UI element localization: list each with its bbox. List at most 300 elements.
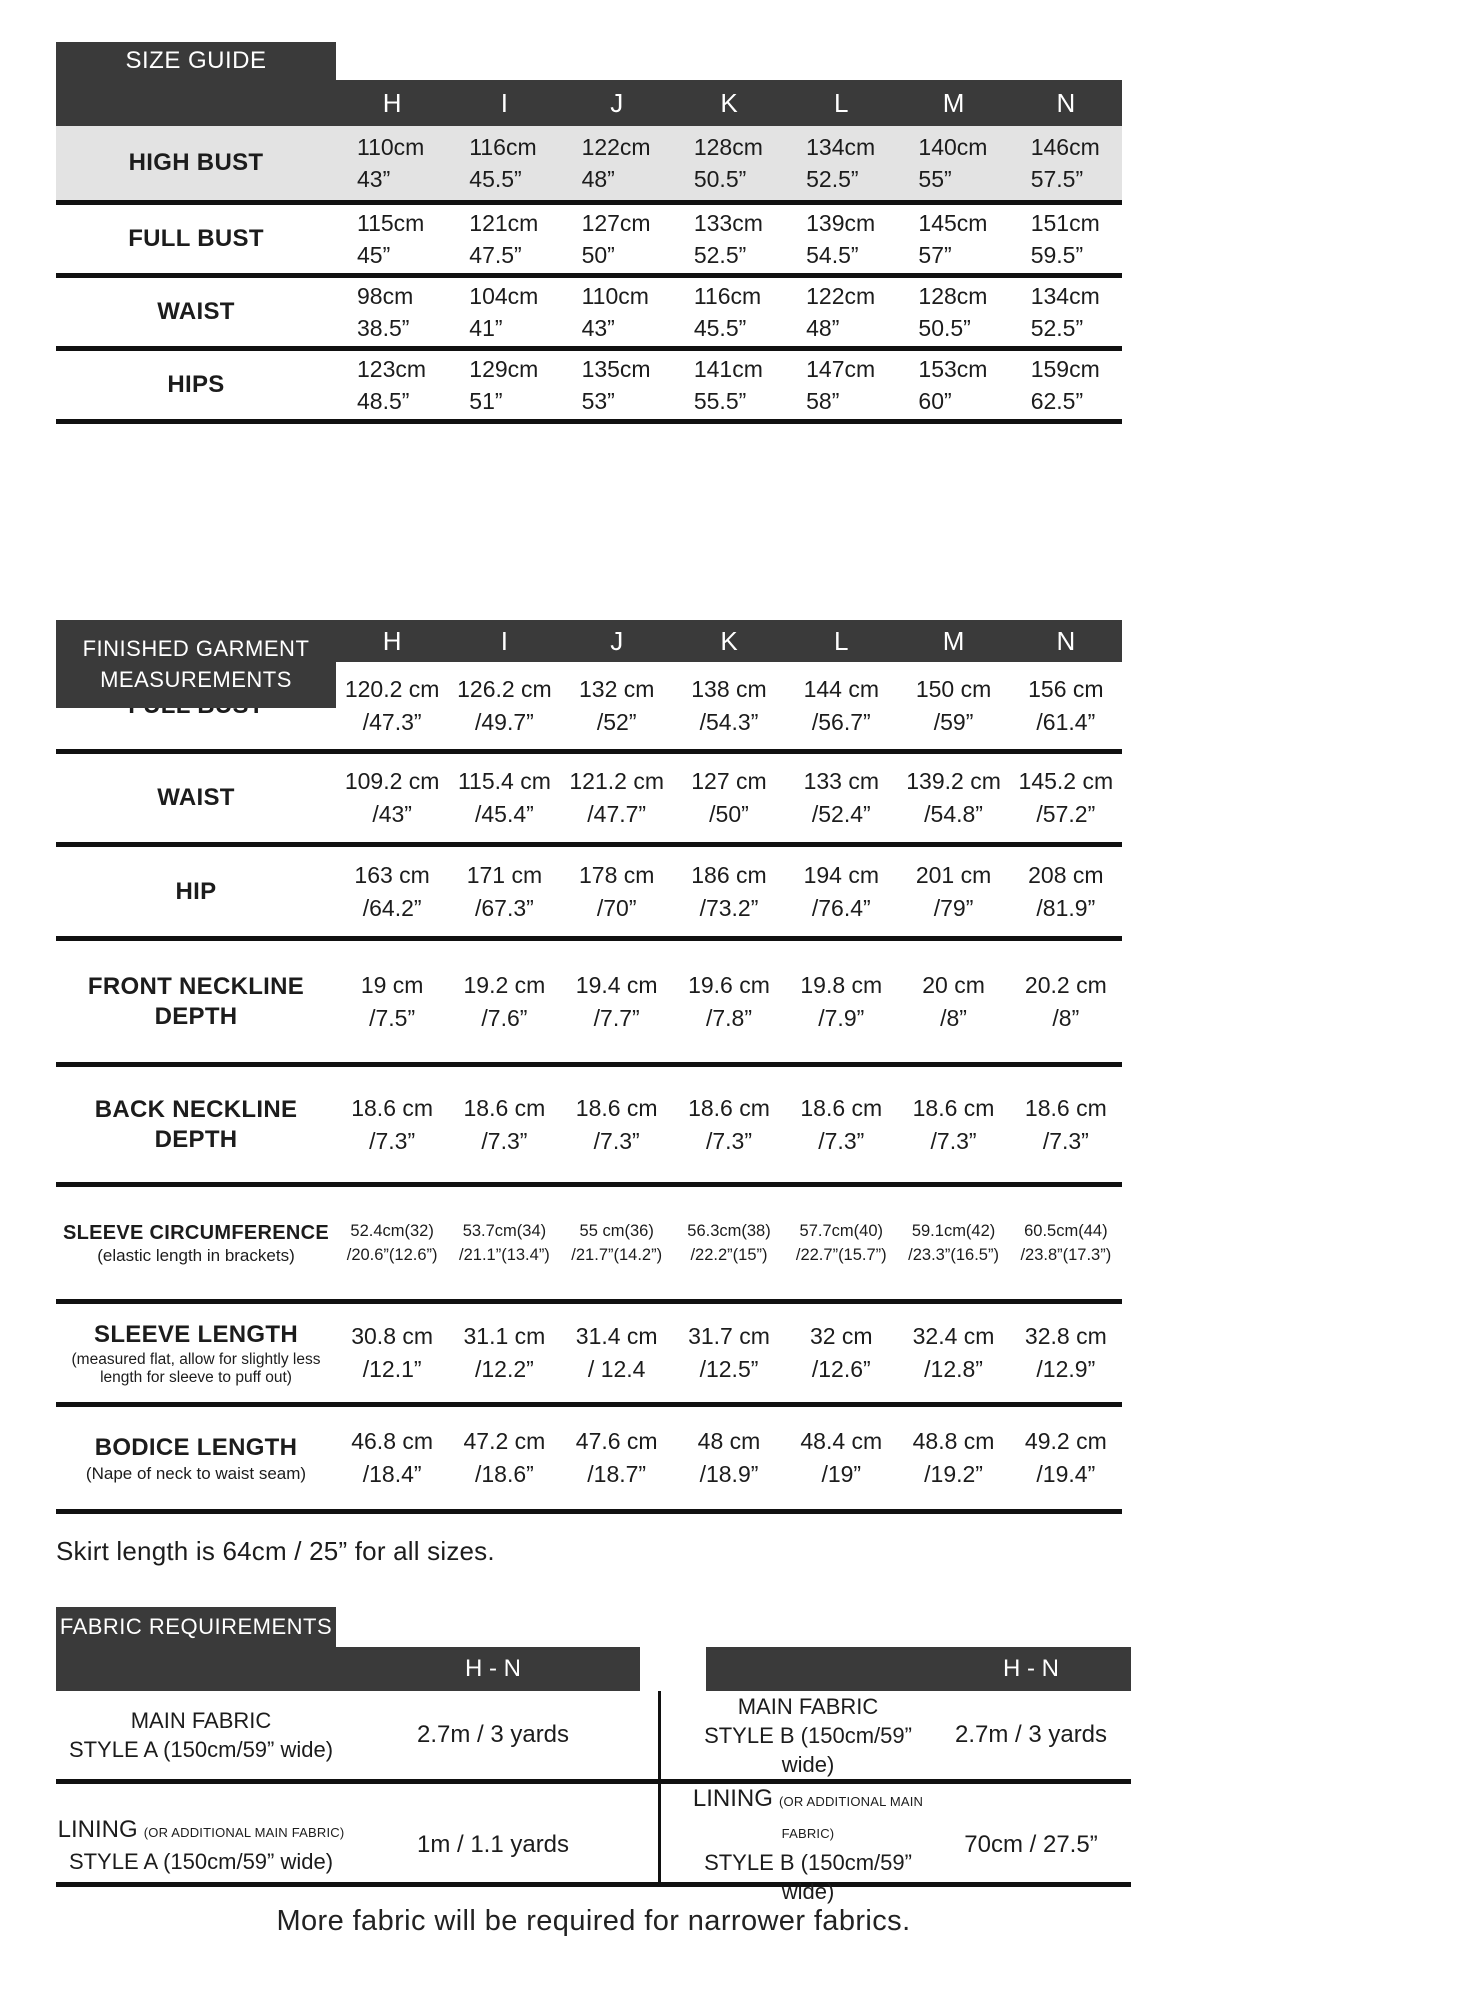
value-cm: 129cm: [469, 356, 539, 382]
row-label: FULL BUST: [128, 225, 264, 252]
value-in: 43”: [581, 315, 615, 341]
measurement-cell: [561, 662, 673, 749]
fabric-requirements-title: FABRIC REQUIREMENTS: [59, 1614, 333, 1639]
row-label: HIGH BUST: [128, 149, 264, 176]
value-in: /19”: [821, 1461, 862, 1487]
value-in: /18.9”: [699, 1461, 759, 1487]
measurement-cell: [1010, 847, 1122, 936]
value-in: 52.5”: [693, 242, 747, 268]
row-label: [56, 1187, 336, 1299]
measurement-cell: [448, 1187, 560, 1299]
measurement-cell: [897, 1407, 1009, 1509]
value-in: /76.4”: [811, 894, 871, 921]
value-in: 57.5”: [1030, 166, 1084, 192]
value-cm: 122cm: [806, 283, 876, 309]
value-in: /12.1”: [362, 1356, 422, 1382]
value-in: /70”: [596, 894, 637, 921]
measurement-cell: [336, 1304, 448, 1402]
size-column-header: M: [942, 87, 965, 118]
value-cm: 151cm: [1030, 210, 1100, 236]
finished-garment-title-line1: FINISHED GARMENT: [82, 636, 310, 661]
measurement-cell: [785, 351, 897, 419]
measurement-cell: [1010, 941, 1122, 1062]
row-cells: [336, 662, 1122, 749]
measurement-cell: [673, 941, 785, 1062]
measurement-cell: [561, 126, 673, 200]
row-waist: [56, 278, 1122, 351]
size-column-header: M: [942, 625, 965, 656]
value-cm: 18.6 cm: [912, 1094, 995, 1121]
value-cm: 135cm: [581, 356, 651, 382]
fabric-header-gap: [640, 1647, 706, 1691]
value-in: /45.4”: [475, 801, 534, 827]
measurement-cell: [561, 941, 673, 1062]
value-cm: 52.4cm(32): [350, 1222, 434, 1240]
measurement-cell: [785, 126, 897, 200]
finished-garment-tab: [56, 620, 336, 708]
value-in: /57.2”: [1036, 801, 1096, 827]
value-cm: 178 cm: [578, 861, 655, 888]
measurement-cell: [448, 1067, 560, 1182]
value-in: 62.5”: [1030, 388, 1084, 414]
measurement-cell: [673, 278, 785, 346]
value-cm: 147cm: [806, 356, 876, 382]
measurement-cell: [561, 351, 673, 419]
size-guide-header-row: [56, 80, 1122, 126]
value-in: /67.3”: [475, 894, 534, 921]
value-cm: 127 cm: [691, 768, 767, 794]
value-in: /7.3”: [818, 1127, 865, 1154]
skirt-length-note: Skirt length is 64cm / 25” for all sizes.: [56, 1536, 495, 1566]
value-in: 60”: [918, 388, 952, 414]
value-cm: 133 cm: [803, 768, 879, 794]
value-in: 53”: [581, 388, 615, 414]
value-in: /19.4”: [1036, 1461, 1096, 1487]
fabric-label-line2: STYLE B (150cm/59” wide): [704, 1722, 912, 1777]
value-in: 48”: [581, 166, 615, 192]
measurement-cell: [785, 941, 897, 1062]
row-label: HIPS: [167, 371, 225, 398]
value-in: /12.8”: [924, 1356, 983, 1382]
value-in: 45.5”: [693, 315, 747, 341]
row-label-main: BODICE LENGTH: [94, 1433, 298, 1461]
size-guide-columns: [336, 80, 1122, 126]
value-cm: 19 cm: [360, 971, 424, 998]
value-in: 50”: [581, 242, 615, 268]
value-cm: 120.2 cm: [344, 675, 440, 702]
fabric-label-line2: STYLE B (150cm/59” wide): [704, 1850, 912, 1904]
value-in: /7.9”: [818, 1004, 865, 1031]
value-in: /7.7”: [593, 1004, 640, 1031]
row-label: [56, 1304, 336, 1402]
value-cm: 31.4 cm: [575, 1323, 658, 1349]
value-cm: 48.8 cm: [912, 1428, 995, 1454]
value-in: /22.2”(15”): [690, 1246, 768, 1264]
measurement-cell: [785, 278, 897, 346]
value-in: /7.6”: [481, 1004, 528, 1031]
value-cm: 128cm: [918, 283, 988, 309]
value-in: /12.9”: [1036, 1356, 1096, 1382]
value-cm: 18.6 cm: [800, 1094, 883, 1121]
value-in: /7.8”: [705, 1004, 752, 1031]
measurement-cell: [897, 126, 1009, 200]
value-cm: 56.3cm(38): [687, 1222, 771, 1240]
value-in: /7.3”: [369, 1127, 416, 1154]
value-in: 48.5”: [357, 388, 410, 414]
measurement-cell: [448, 1407, 560, 1509]
size-column-header: L: [834, 87, 849, 118]
value-in: /54.3”: [699, 708, 759, 735]
value-cm: 201 cm: [915, 861, 992, 888]
value-cm: 163 cm: [354, 861, 430, 888]
measurement-cell: [448, 847, 560, 936]
value-cm: 115.4 cm: [457, 768, 551, 794]
measurement-cell: [673, 351, 785, 419]
value-cm: 134cm: [806, 134, 876, 160]
value-in: /56.7”: [811, 708, 871, 735]
value-cm: 126.2 cm: [457, 675, 552, 702]
measurement-cell: [561, 205, 673, 273]
finished-garment-columns: [336, 620, 1122, 662]
size-guide-tab: [56, 42, 336, 80]
row-back-neckline-depth: [56, 1067, 1122, 1187]
row-label: [56, 1407, 336, 1509]
value-cm: 18.6 cm: [1024, 1094, 1107, 1121]
row-front-neckline-depth: [56, 941, 1122, 1067]
measurement-cell: [336, 126, 448, 200]
value-in: 55.5”: [693, 388, 747, 414]
lining-b-label: [685, 1784, 931, 1906]
value-in: /73.2”: [699, 894, 759, 921]
value-cm: 139cm: [806, 210, 876, 236]
value-in: /12.6”: [811, 1356, 871, 1382]
fabric-label-line1: MAIN FABRIC: [130, 1708, 272, 1733]
row-fg-hip: [56, 847, 1122, 941]
value-cm: 18.6 cm: [351, 1094, 434, 1121]
measurement-cell: [1010, 1067, 1122, 1182]
value-in: /47.7”: [587, 801, 647, 827]
row-label-note: (measured flat, allow for slightly less length for sleeve to puff out): [71, 1350, 321, 1386]
value-in: 55”: [918, 166, 952, 192]
measurement-cell: [448, 126, 560, 200]
value-cm: 19.2 cm: [463, 971, 546, 998]
value-in: /12.5”: [699, 1356, 759, 1382]
measurement-cell: [336, 278, 448, 346]
value-cm: 32 cm: [809, 1323, 873, 1349]
measurement-cell: [336, 662, 448, 749]
value-cm: 19.4 cm: [575, 971, 658, 998]
fabric-size-range-right: H - N: [1003, 1655, 1059, 1682]
measurement-cell: [336, 1407, 448, 1509]
value-cm: 19.6 cm: [688, 971, 770, 998]
measurement-cell: [897, 1067, 1009, 1182]
value-cm: 32.8 cm: [1024, 1323, 1107, 1349]
value-cm: 153cm: [918, 356, 988, 382]
header-label-spacer: [56, 80, 336, 126]
value-in: /61.4”: [1036, 708, 1096, 735]
value-in: 43”: [357, 166, 391, 192]
value-in: /7.3”: [930, 1127, 977, 1154]
value-cm: 20 cm: [922, 971, 985, 998]
value-in: /7.3”: [481, 1127, 528, 1154]
measurement-cell: [897, 351, 1009, 419]
measurement-cell: [561, 278, 673, 346]
value-in: /12.2”: [475, 1356, 534, 1382]
value-in: /81.9”: [1036, 894, 1096, 921]
measurement-cell: [1010, 205, 1122, 273]
measurement-cell: [1010, 1187, 1122, 1299]
row-cells: [336, 754, 1122, 842]
row-cells: [336, 1407, 1122, 1509]
value-cm: 133cm: [693, 210, 763, 236]
narrower-fabrics-note: More fabric will be required for narrower fabrics.: [276, 1905, 911, 1937]
lining-a-value: 1m / 1.1 yards: [416, 1831, 570, 1858]
fabric-label-line1: MAIN FABRIC: [737, 1693, 879, 1719]
measurement-cell: [897, 941, 1009, 1062]
value-cm: 110cm: [357, 134, 425, 160]
row-cells: [336, 941, 1122, 1062]
row-sleeve-circumference: [56, 1187, 1122, 1304]
value-cm: 123cm: [357, 356, 427, 382]
value-in: /54.8”: [924, 801, 983, 827]
value-in: 47.5”: [469, 242, 522, 268]
value-cm: 128cm: [693, 134, 763, 160]
lining-word: LINING: [692, 1785, 773, 1812]
row-cells: [336, 278, 1122, 346]
size-column-header: J: [610, 625, 624, 656]
row-hips: [56, 351, 1122, 424]
value-cm: 31.7 cm: [688, 1323, 770, 1349]
size-column-header: I: [500, 625, 509, 656]
value-in: /7.3”: [593, 1127, 640, 1154]
measurement-cell: [336, 351, 448, 419]
value-cm: 186 cm: [691, 861, 767, 888]
value-cm: 171 cm: [466, 861, 543, 888]
measurement-cell: [448, 205, 560, 273]
value-cm: 116cm: [469, 134, 537, 160]
measurement-cell: [1010, 754, 1122, 842]
value-in: 57”: [918, 242, 952, 268]
row-cells: [336, 126, 1122, 200]
value-in: /23.8”(17.3”): [1020, 1246, 1112, 1264]
value-in: /52.4”: [811, 801, 871, 827]
measurement-cell: [673, 847, 785, 936]
measurement-cell: [673, 1067, 785, 1182]
measurement-cell: [785, 1407, 897, 1509]
value-cm: 18.6 cm: [463, 1094, 546, 1121]
row-cells: [336, 205, 1122, 273]
value-cm: 127cm: [581, 210, 651, 236]
value-in: 48”: [806, 315, 840, 341]
value-cm: 30.8 cm: [351, 1323, 434, 1349]
fabric-header-row: [56, 1647, 1131, 1691]
measurement-cell: [1010, 278, 1122, 346]
value-cm: 116cm: [693, 283, 762, 309]
row-label: BACK NECKLINE DEPTH: [94, 1095, 298, 1153]
main-fabric-b-value: 2.7m / 3 yards: [954, 1721, 1108, 1748]
value-cm: 110cm: [581, 283, 649, 309]
measurement-cell: [1010, 351, 1122, 419]
row-sleeve-length: [56, 1304, 1122, 1407]
measurement-cell: [561, 1304, 673, 1402]
measurement-cell: [673, 1407, 785, 1509]
value-cm: 115cm: [357, 210, 425, 236]
measurement-cell: [897, 662, 1009, 749]
value-cm: 32.4 cm: [912, 1323, 995, 1349]
fabric-size-range-left: H - N: [465, 1655, 521, 1682]
fabric-header-spacer: [56, 1647, 346, 1691]
value-in: /49.7”: [475, 708, 534, 735]
value-cm: 121cm: [469, 210, 539, 236]
row-fg-waist: [56, 754, 1122, 847]
value-in: 41”: [469, 315, 503, 341]
row-label-note: (elastic length in brackets): [97, 1245, 295, 1265]
main-fabric-b-label: [685, 1691, 931, 1779]
fabric-label-line2: STYLE A (150cm/59” wide): [68, 1737, 334, 1762]
value-in: /22.7”(15.7”): [795, 1246, 887, 1264]
value-cm: 48.4 cm: [800, 1428, 883, 1454]
value-in: /7.3”: [1042, 1127, 1089, 1154]
measurement-cell: [785, 754, 897, 842]
value-in: 51”: [469, 388, 503, 414]
value-cm: 194 cm: [803, 861, 879, 888]
measurement-cell: [448, 351, 560, 419]
size-column-header: H: [382, 625, 402, 656]
size-column-header: H: [382, 87, 402, 118]
measurement-cell: [561, 754, 673, 842]
value-in: /50”: [709, 801, 749, 827]
measurement-cell: [448, 754, 560, 842]
value-cm: 104cm: [469, 283, 539, 309]
measurement-cell: [897, 278, 1009, 346]
measurement-cell: [448, 662, 560, 749]
value-cm: 47.2 cm: [463, 1428, 546, 1454]
row-high-bust: [56, 126, 1122, 205]
lining-word: LINING: [57, 1815, 138, 1843]
finished-garment-title-line2: MEASUREMENTS: [100, 667, 292, 692]
value-cm: 59.1cm(42): [911, 1222, 996, 1240]
measurement-cell: [336, 205, 448, 273]
value-cm: 140cm: [918, 134, 988, 160]
row-label-main: SLEEVE LENGTH: [94, 1320, 298, 1348]
measurement-cell: [897, 205, 1009, 273]
row-lining: [56, 1784, 1131, 1904]
measurement-cell: [1010, 662, 1122, 749]
finished-garment-table: [56, 620, 1122, 1514]
size-column-header: N: [1056, 625, 1076, 656]
fabric-label-line1: [58, 1815, 345, 1847]
value-in: /79”: [933, 894, 974, 921]
value-in: /8”: [1052, 1004, 1080, 1031]
lining-a-label: [56, 1784, 346, 1906]
value-in: /43”: [372, 801, 412, 827]
measurement-cell: [561, 1067, 673, 1182]
value-cm: 144 cm: [803, 675, 879, 702]
value-cm: 53.7cm(34): [462, 1222, 547, 1240]
measurement-cell: [448, 1304, 560, 1402]
row-label: WAIST: [157, 784, 235, 811]
value-in: /47.3”: [362, 708, 422, 735]
value-cm: 18.6 cm: [575, 1094, 658, 1121]
measurement-cell: [673, 126, 785, 200]
measurement-cell: [561, 847, 673, 936]
value-cm: 19.8 cm: [800, 971, 883, 998]
value-in: /18.7”: [587, 1461, 647, 1487]
measurement-cell: [1010, 1304, 1122, 1402]
value-in: 50.5”: [693, 166, 747, 192]
size-column-header: L: [834, 625, 849, 656]
measurement-cell: [785, 1067, 897, 1182]
value-cm: 145.2 cm: [1018, 768, 1114, 794]
measurement-cell: [336, 941, 448, 1062]
fabric-row-gap: [640, 1691, 685, 1779]
measurement-cell: [561, 1407, 673, 1509]
measurement-cell: [336, 847, 448, 936]
value-in: 45”: [357, 242, 391, 268]
value-in: /18.4”: [362, 1461, 422, 1487]
measurement-cell: [897, 754, 1009, 842]
measurement-cell: [785, 205, 897, 273]
value-cm: 109.2 cm: [344, 768, 440, 794]
value-cm: 60.5cm(44): [1024, 1222, 1108, 1240]
measurement-cell: [673, 754, 785, 842]
size-column-header: K: [720, 87, 738, 118]
measurement-cell: [785, 662, 897, 749]
value-cm: 122cm: [581, 134, 651, 160]
value-in: /8”: [940, 1004, 967, 1031]
main-fabric-a-label: [56, 1691, 346, 1779]
value-cm: 121.2 cm: [569, 768, 664, 794]
fabric-header-spacer: [706, 1647, 931, 1691]
value-cm: 49.2 cm: [1024, 1428, 1107, 1454]
measurement-cell: [336, 1187, 448, 1299]
value-cm: 145cm: [918, 210, 988, 236]
value-in: 38.5”: [357, 315, 410, 341]
fabric-label-line1: [685, 1784, 931, 1848]
value-cm: 159cm: [1030, 356, 1100, 382]
size-guide-title: SIZE GUIDE: [125, 47, 267, 74]
value-cm: 134cm: [1030, 283, 1100, 309]
measurement-cell: [1010, 126, 1122, 200]
size-column-header: K: [720, 625, 738, 656]
value-in: 58”: [806, 388, 840, 414]
row-label: FRONT NECKLINE DEPTH: [87, 972, 305, 1030]
measurement-cell: [336, 1067, 448, 1182]
value-cm: 208 cm: [1028, 861, 1104, 888]
value-in: /59”: [933, 708, 974, 735]
row-label: HIP: [175, 877, 217, 905]
value-cm: 20.2 cm: [1024, 971, 1107, 998]
measurement-cell: [673, 1187, 785, 1299]
row-cells: [336, 351, 1122, 419]
row-cells: [336, 847, 1122, 936]
row-cells: [336, 1304, 1122, 1402]
value-cm: 55 cm(36): [579, 1222, 654, 1240]
fabric-table-divider: [658, 1691, 661, 1887]
size-column-header: N: [1056, 87, 1076, 118]
fabric-label-line2: STYLE A (150cm/59” wide): [68, 1848, 334, 1874]
value-cm: 141cm: [693, 356, 763, 382]
main-fabric-a-value: 2.7m / 3 yards: [416, 1721, 570, 1748]
row-full-bust: [56, 205, 1122, 278]
value-in: 54.5”: [806, 242, 859, 268]
value-in: /19.2”: [924, 1461, 983, 1487]
value-cm: 31.1 cm: [463, 1323, 546, 1349]
value-in: /7.5”: [369, 1004, 416, 1031]
value-cm: 46.8 cm: [351, 1428, 434, 1454]
value-cm: 146cm: [1030, 134, 1100, 160]
fabric-requirements-section: [56, 1607, 1131, 1904]
